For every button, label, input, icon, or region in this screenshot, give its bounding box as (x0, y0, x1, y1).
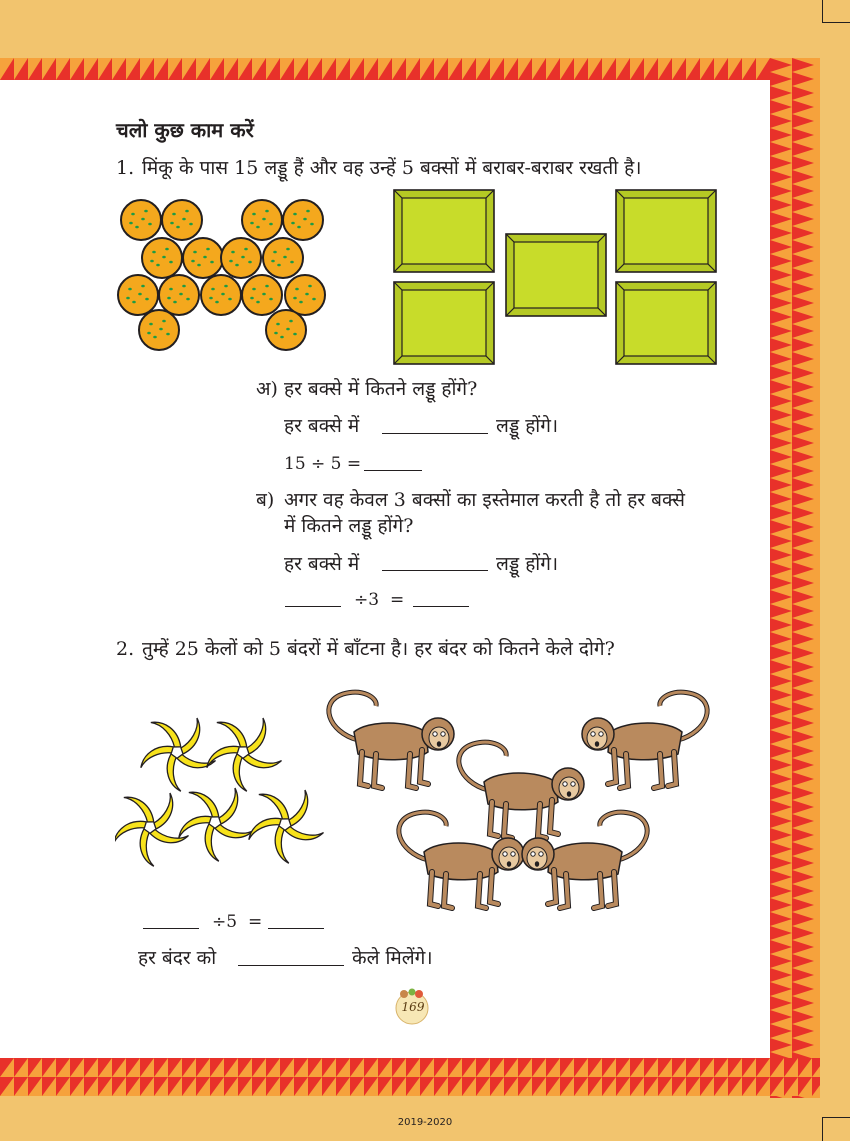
q1b-dividend-blank[interactable] (285, 606, 341, 607)
laddoo-icon (183, 238, 223, 278)
q1b-answer-prefix: हर बक्से में (284, 553, 360, 575)
crop-mark-bottom-right (822, 1117, 850, 1141)
q1a-equation: 15 ÷ 5 = (284, 454, 362, 474)
q2-divide: ÷5 (212, 912, 238, 932)
laddoo-icon (285, 275, 325, 315)
q1b-question-line1: अगर वह केवल 3 बक्सों का इस्तेमाल करती है तो हर बक्से (284, 489, 686, 511)
banana-bunch-icon (177, 788, 255, 863)
q1a-answer-blank[interactable] (382, 433, 488, 434)
q1a-answer-prefix: हर बक्से में (284, 415, 360, 437)
banana-bunch-icon (139, 718, 217, 793)
monkey-icon (329, 692, 454, 788)
box-icon (616, 190, 716, 272)
banana-bunch-icon (205, 718, 283, 793)
q1b-answer-suffix: लड्डू होंगे। (496, 553, 559, 575)
laddoo-icon (121, 200, 161, 240)
q2-text: तुम्हें 25 केलों को 5 बंदरों में बाँटना है। हर बंदर को कितने केले दोगे? (142, 638, 615, 660)
footer-year: 2019-2020 (397, 1117, 453, 1128)
laddoo-icon (242, 200, 282, 240)
monkey-icon (582, 692, 707, 788)
decorative-border-bottom (0, 1058, 820, 1096)
q1a-equation-blank[interactable] (364, 470, 422, 471)
laddoo-icon (139, 310, 179, 350)
q2-answer-blank[interactable] (238, 965, 344, 966)
box-group (394, 190, 716, 364)
boxes-illustration (392, 188, 722, 366)
laddoo-group (118, 200, 325, 350)
monkeys-illustration (298, 672, 723, 912)
monkey-group (329, 692, 707, 908)
laddoo-icon (201, 275, 241, 315)
laddoo-icon (142, 238, 182, 278)
box-icon (506, 234, 606, 316)
q1b-answer-blank[interactable] (382, 570, 488, 571)
q1a-marker: अ) (256, 378, 278, 400)
decorative-border-right (770, 58, 820, 1098)
q2-number: 2. (116, 638, 135, 660)
q2-equals: = (248, 912, 263, 932)
crop-mark-top-right (822, 0, 850, 23)
section-heading: चलो कुछ काम करें (116, 118, 254, 142)
q1b-result-blank[interactable] (413, 606, 469, 607)
laddoo-icon (221, 238, 261, 278)
laddoo-icon (159, 275, 199, 315)
q1-text: मिंकू के पास 15 लड्डू हैं और वह उन्हें 5 बक्सों में बराबर-बराबर रखती है। (142, 157, 642, 179)
q1-number: 1. (116, 157, 135, 179)
q2-dividend-blank[interactable] (143, 928, 199, 929)
box-icon (616, 282, 716, 364)
laddoos-illustration (115, 195, 335, 355)
q1a-answer-suffix: लड्डू होंगे। (496, 415, 559, 437)
box-icon (394, 190, 494, 272)
q2-answer-suffix: केले मिलेंगे। (352, 947, 433, 969)
decorative-border-top (0, 58, 820, 80)
laddoo-icon (263, 238, 303, 278)
q1a-question: हर बक्से में कितने लड्डू होंगे? (284, 378, 478, 400)
banana-bunch-icon (115, 793, 189, 868)
banana-group (115, 718, 324, 868)
q1b-marker: ब) (256, 489, 275, 511)
page-number: 169 (401, 1000, 425, 1014)
laddoo-icon (266, 310, 306, 350)
q1b-divide: ÷3 (354, 590, 380, 610)
q2-answer-prefix: हर बंदर को (138, 947, 217, 969)
laddoo-icon (242, 275, 282, 315)
laddoo-icon (162, 200, 202, 240)
laddoo-icon (283, 200, 323, 240)
q1b-question-line2: में कितने लड्डू होंगे? (284, 515, 414, 537)
q1b-equals: = (390, 590, 405, 610)
laddoo-icon (118, 275, 158, 315)
box-icon (394, 282, 494, 364)
monkey-icon (459, 742, 584, 838)
q2-result-blank[interactable] (268, 928, 324, 929)
